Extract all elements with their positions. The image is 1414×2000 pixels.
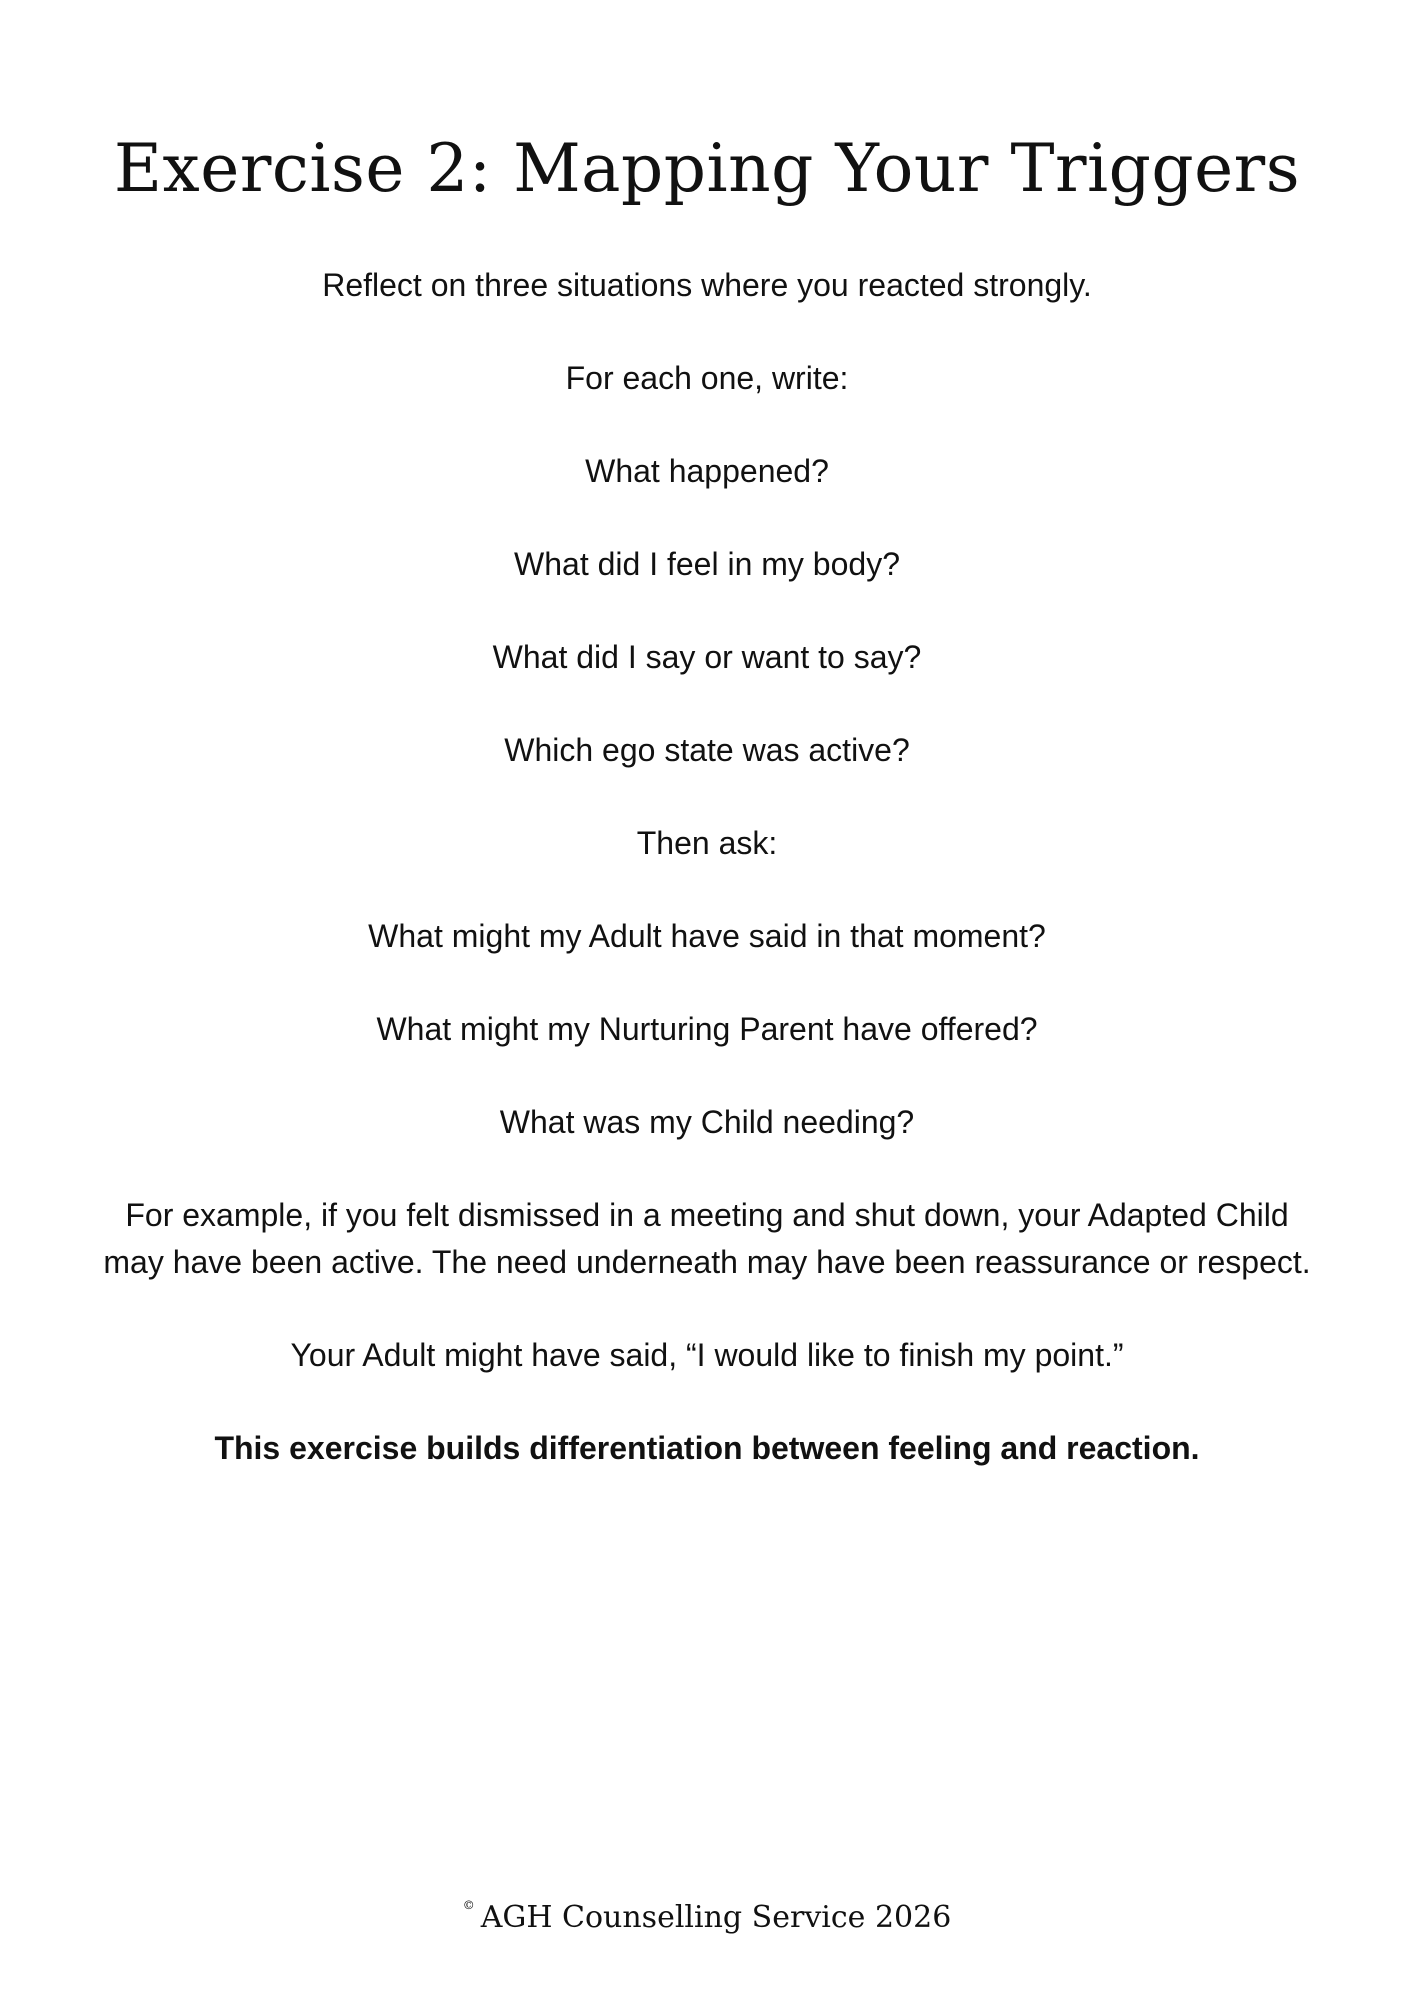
footer-copyright (0, 1898, 1414, 1935)
question-ego-state: Which ego state was active? (504, 732, 910, 768)
paragraph-intro: Reflect on three situations where you reacted strongly. (322, 267, 1092, 303)
paragraph-example: For example, if you felt dismissed in a meeting and shut down, your Adapted Child may have been active. The need underneath may have been reassurance or respect. (103, 1197, 1311, 1280)
question-child-needing: What was my Child needing? (499, 1104, 915, 1140)
paragraph-adult-quote: Your Adult might have said, “I would like to finish my point.” (290, 1337, 1124, 1373)
question-what-said: What did I say or want to say? (492, 639, 922, 675)
question-body-feeling: What did I feel in my body? (514, 546, 900, 582)
question-what-happened: What happened? (585, 453, 829, 489)
paragraph-conclusion: This exercise builds differentiation between feeling and reaction. (214, 1430, 1200, 1466)
question-adult: What might my Adult have said in that moment? (368, 918, 1046, 954)
footer-text: AGH Counselling Service 2026 (480, 1900, 952, 1935)
paragraph-instruction: For each one, write: (565, 360, 849, 396)
paragraph-then-ask: Then ask: (636, 825, 778, 861)
exercise-body (100, 262, 1314, 1518)
page-title: Exercise 2: Mapping Your Triggers (113, 130, 1301, 207)
question-nurturing-parent: What might my Nurturing Parent have offered? (376, 1011, 1038, 1047)
copyright-symbol: © (462, 1898, 475, 1912)
